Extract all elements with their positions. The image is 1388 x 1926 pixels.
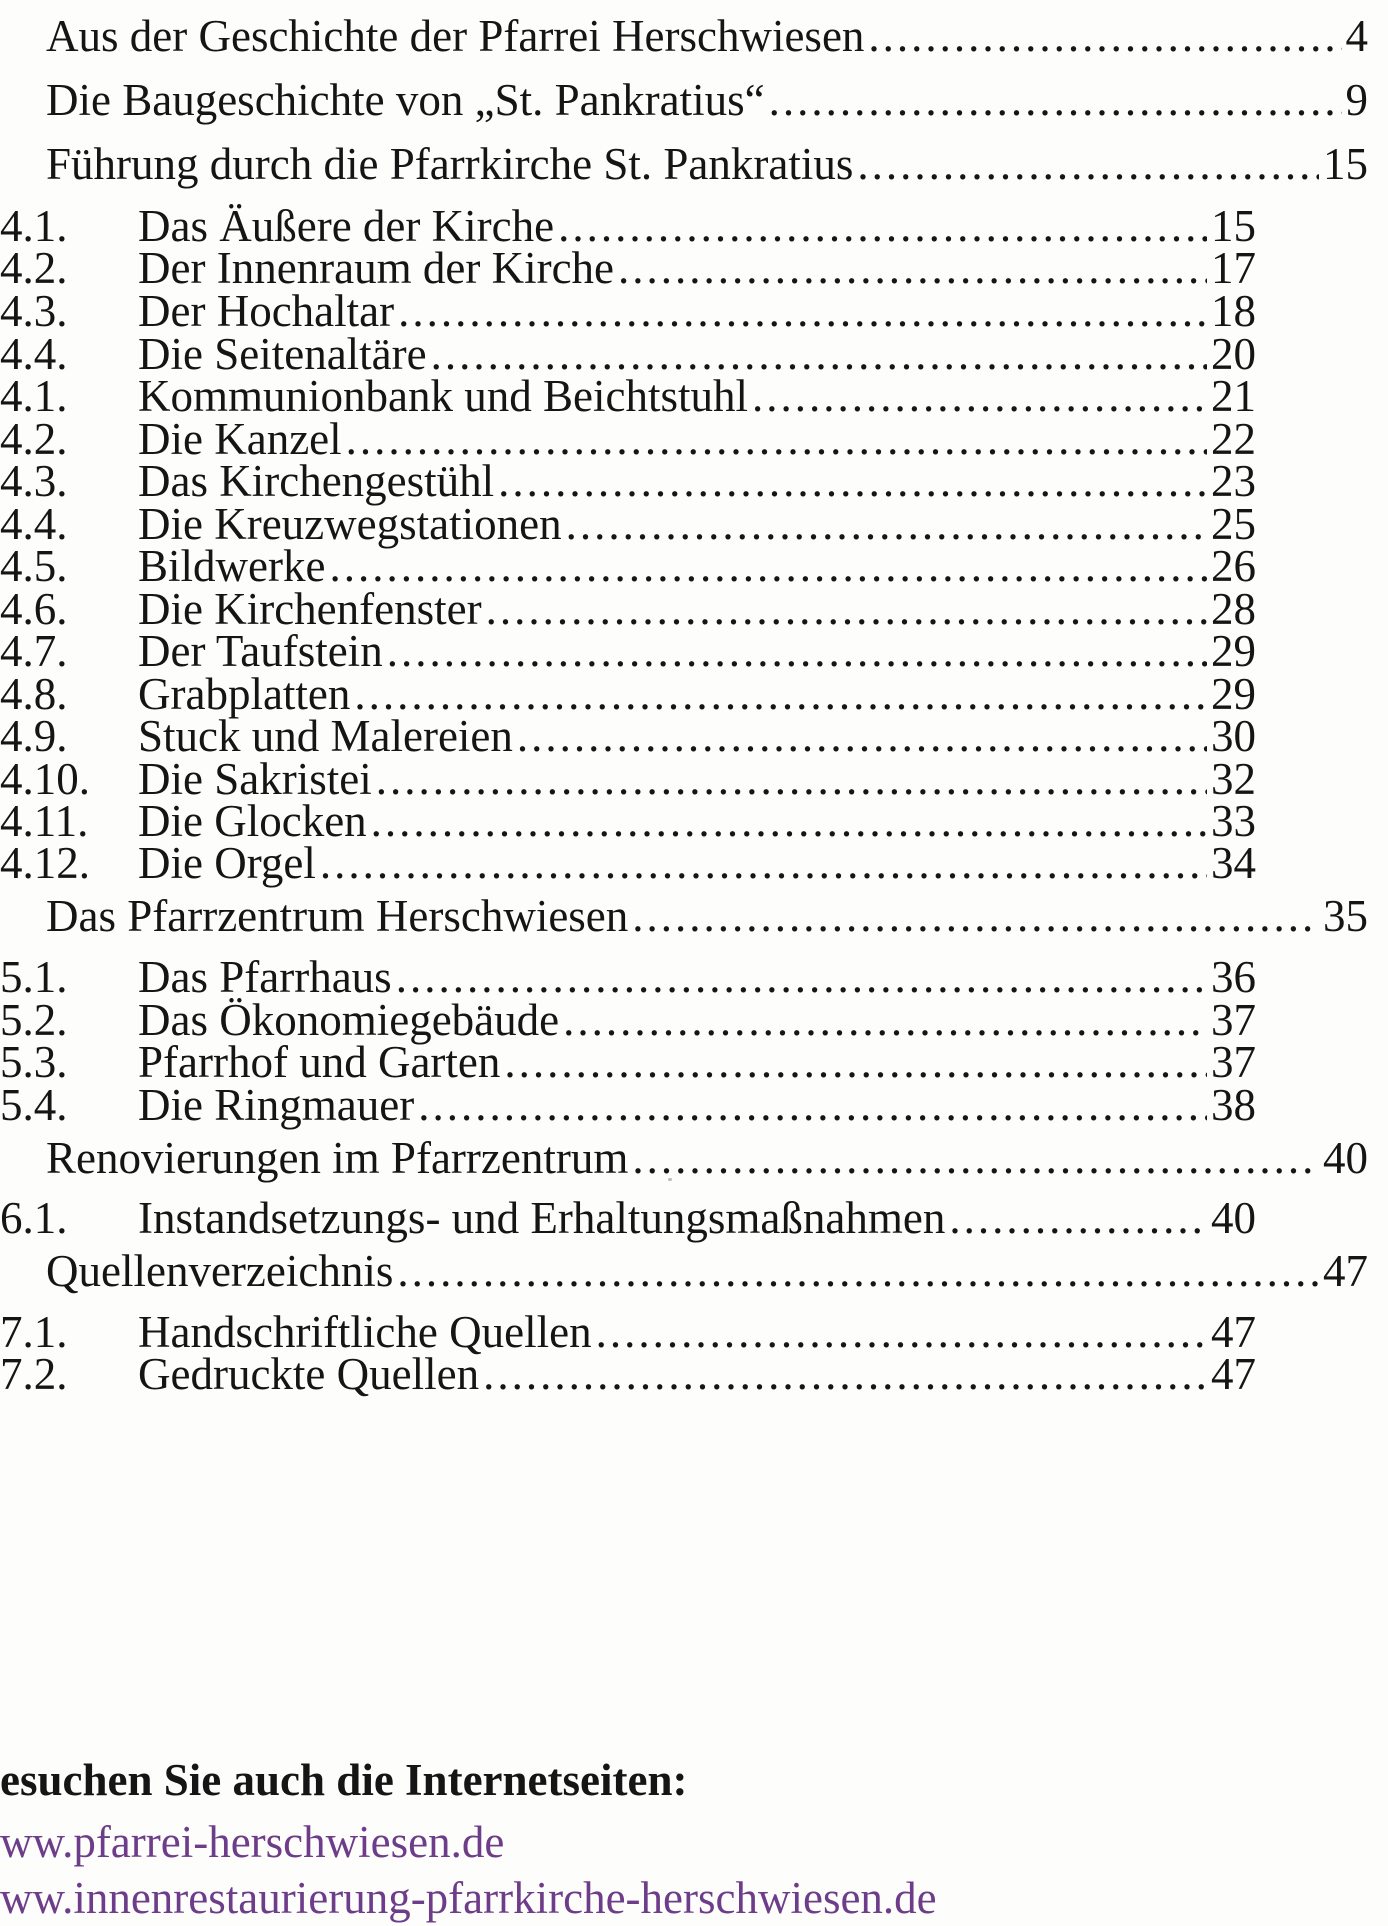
toc-entry-title: Führung durch die Pfarrkirche St. Pankratius — [46, 139, 854, 189]
toc-entry-page: 25 — [1211, 499, 1256, 549]
toc-entry-number: 4.6. — [0, 584, 68, 634]
toc-entry-page: 23 — [1211, 456, 1256, 506]
toc-entry-page: 40 — [1323, 1133, 1368, 1183]
toc-entry — [0, 835, 1256, 891]
toc-entry-page: 33 — [1211, 796, 1256, 846]
toc-entry-page: 26 — [1211, 541, 1256, 591]
toc-entry-number: 4.8. — [0, 669, 68, 719]
toc-dot-leader — [632, 1130, 1319, 1186]
toc-entry-page: 34 — [1211, 838, 1256, 888]
toc-entry-page: 47 — [1211, 1307, 1256, 1357]
toc-dot-leader — [418, 1077, 1207, 1133]
toc-entry-number: 5.3. — [0, 1037, 68, 1087]
toc-entry-title: Die Ringmauer — [138, 1080, 415, 1130]
toc-entry-page: 9 — [1345, 75, 1368, 125]
toc-entry-title: Renovierungen im Pfarrzentrum — [46, 1133, 629, 1183]
toc-entry-page: 36 — [1211, 952, 1256, 1002]
toc-entry-number: 4.3. — [0, 456, 68, 506]
toc-entry-page: 22 — [1211, 414, 1256, 464]
toc-entry-number: 5.1. — [0, 952, 68, 1002]
scan-speck — [668, 1178, 672, 1181]
toc-entry-page: 29 — [1211, 626, 1256, 676]
toc-dot-leader — [483, 1346, 1207, 1402]
toc-dot-leader — [632, 888, 1319, 944]
toc-entry — [0, 1077, 1256, 1133]
toc-entry-page: 15 — [1211, 201, 1256, 251]
toc-entry-title: Die Kanzel — [138, 414, 342, 464]
toc-entry-number: 4.5. — [0, 541, 68, 591]
toc-entry-page: 32 — [1211, 754, 1256, 804]
toc-entry-title: Kommunionbank und Beichtstuhl — [138, 371, 748, 421]
toc-entry — [46, 888, 1368, 944]
toc-entry-number: 4.1. — [0, 201, 68, 251]
toc-entry-title: Das Äußere der Kirche — [138, 201, 555, 251]
toc-entry — [46, 1130, 1368, 1186]
toc-entry-number: 4.10. — [0, 754, 90, 804]
toc-entry-page: 17 — [1211, 243, 1256, 293]
toc-entry-page: 28 — [1211, 584, 1256, 634]
toc-entry-page: 4 — [1345, 11, 1368, 61]
toc-entry-title: Stuck und Malereien — [138, 711, 513, 761]
toc-entry-title: Das Ökonomiegebäude — [138, 995, 560, 1045]
toc-entry-title: Das Pfarrzentrum Herschwiesen — [46, 891, 629, 941]
toc-entry — [46, 8, 1368, 64]
toc-entry-title: Pfarrhof und Garten — [138, 1037, 501, 1087]
toc-entry-page: 20 — [1211, 329, 1256, 379]
toc-entry-title: Die Kirchenfenster — [138, 584, 482, 634]
toc-entry-title: Der Hochaltar — [138, 286, 395, 336]
toc-entry — [0, 1346, 1256, 1402]
toc-entry-number: 7.1. — [0, 1307, 68, 1357]
toc-entry-title: Die Seitenaltäre — [138, 329, 427, 379]
toc-entry-number: 6.1. — [0, 1193, 68, 1243]
toc-entry — [0, 1190, 1256, 1246]
toc-entry-number: 4.7. — [0, 626, 68, 676]
toc-entry-number: 4.12. — [0, 838, 90, 888]
toc-dot-leader — [868, 8, 1341, 64]
toc-entry-title: Instandsetzungs- und Erhaltungsmaßnahmen — [138, 1193, 946, 1243]
footer-heading: esuchen Sie auch die Internetseiten: — [0, 1755, 688, 1805]
toc-entry-number: 4.4. — [0, 329, 68, 379]
toc-entry-title: Der Innenraum der Kirche — [138, 243, 615, 293]
toc-entry — [46, 1243, 1368, 1299]
toc-entry-title: Die Sakristei — [138, 754, 372, 804]
toc-entry-number: 4.2. — [0, 243, 68, 293]
toc-entry-title: Grabplatten — [138, 669, 351, 719]
toc-entry-title: Der Taufstein — [138, 626, 383, 676]
toc-entry-page: 37 — [1211, 995, 1256, 1045]
toc-entry-number: 4.2. — [0, 414, 68, 464]
toc-dot-leader — [769, 72, 1342, 128]
toc-entry-title: Die Baugeschichte von „St. Pankratius“ — [46, 75, 765, 125]
toc-entry-title: Quellenverzeichnis — [46, 1246, 394, 1296]
toc-entry-title: Die Glocken — [138, 796, 367, 846]
toc-entry-title: Die Orgel — [138, 838, 316, 888]
toc-entry-title: Die Kreuzwegstationen — [138, 499, 562, 549]
toc-entry-number: 4.4. — [0, 499, 68, 549]
toc-entry-title: Handschriftliche Quellen — [138, 1307, 592, 1357]
toc-entry-title: Das Pfarrhaus — [138, 952, 392, 1002]
toc-entry-page: 47 — [1211, 1349, 1256, 1399]
toc-entry-page: 47 — [1323, 1246, 1368, 1296]
toc-entry-title: Gedruckte Quellen — [138, 1349, 480, 1399]
toc-entry-page: 21 — [1211, 371, 1256, 421]
website-link-pfarrei[interactable]: ww.pfarrei-herschwiesen.de — [0, 1817, 505, 1867]
toc-entry-page: 38 — [1211, 1080, 1256, 1130]
toc-entry-number: 5.2. — [0, 995, 68, 1045]
website-link-innenrestaurierung[interactable]: ww.innenrestaurierung-pfarrkirche-herschwiesen.de — [0, 1873, 937, 1923]
toc-entry — [46, 72, 1368, 128]
toc-entry-page: 30 — [1211, 711, 1256, 761]
toc-entry-number: 7.2. — [0, 1349, 68, 1399]
toc-dot-leader — [949, 1190, 1207, 1246]
toc-dot-leader — [857, 136, 1319, 192]
toc-entry-title: Bildwerke — [138, 541, 326, 591]
toc-entry-page: 18 — [1211, 286, 1256, 336]
toc-entry-title: Das Kirchengestühl — [138, 456, 495, 506]
toc-entry-page: 15 — [1323, 139, 1368, 189]
toc-dot-leader — [320, 835, 1207, 891]
toc-entry-number: 4.9. — [0, 711, 68, 761]
toc-entry-page: 37 — [1211, 1037, 1256, 1087]
toc-entry-page: 40 — [1211, 1193, 1256, 1243]
toc-dot-leader — [397, 1243, 1319, 1299]
toc-entry — [46, 136, 1368, 192]
toc-entry-number: 4.11. — [0, 796, 89, 846]
toc-entry-page: 29 — [1211, 669, 1256, 719]
toc-entry-title: Aus der Geschichte der Pfarrei Herschwiesen — [46, 11, 865, 61]
toc-entry-number: 4.1. — [0, 371, 68, 421]
toc-entry-number: 5.4. — [0, 1080, 68, 1130]
toc-entry-page: 35 — [1323, 891, 1368, 941]
toc-entry-number: 4.3. — [0, 286, 68, 336]
